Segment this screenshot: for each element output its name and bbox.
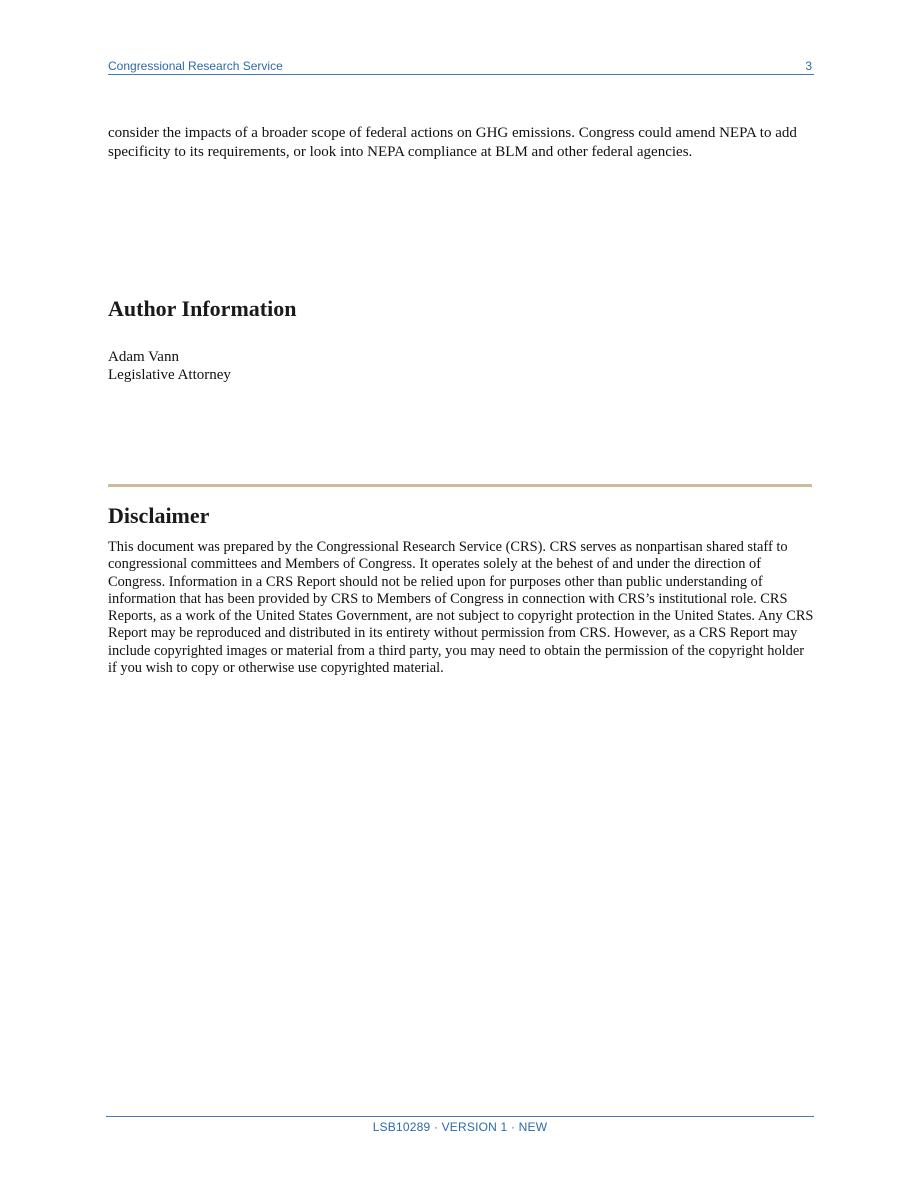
page-number: 3 <box>805 59 812 73</box>
footer-rule <box>106 1116 814 1117</box>
author-title: Legislative Attorney <box>108 367 231 383</box>
author-name: Adam Vann <box>108 349 179 365</box>
header-title: Congressional Research Service <box>108 59 283 73</box>
disclaimer-text: This document was prepared by the Congressional Research Service (CRS). CRS serves as nonpartisan shared staff to congressional committees and Members of Congress. It operates solely at the behest of and under the direction of Congress. Information in a CRS Report should not be relied upon for purposes other than public understanding of information that has been provided by CRS to Members of Congress in connection with CRS’s institutional role. CRS Reports, as a work of the United States Government, are not subject to copyright protection in the United States. Any CRS Report may be reproduced and distributed in its entirety without permission from CRS. However, as a CRS Report may include copyrighted images or material from a third party, you may need to obtain the permission of the copyright holder if you wish to copy or otherwise use copyrighted material. <box>108 539 814 677</box>
section-divider <box>108 484 812 487</box>
author-heading: Author Information <box>108 296 297 321</box>
disclaimer-heading: Disclaimer <box>108 503 210 528</box>
body-paragraph: consider the impacts of a broader scope of federal actions on GHG emissions. Congress could amend NEPA to add specificity to its requirements, or look into NEPA compliance at BLM and other federal agencies. <box>108 125 797 160</box>
page-header <box>108 57 814 75</box>
footer-text: LSB10289 · VERSION 1 · NEW <box>372 1120 548 1134</box>
